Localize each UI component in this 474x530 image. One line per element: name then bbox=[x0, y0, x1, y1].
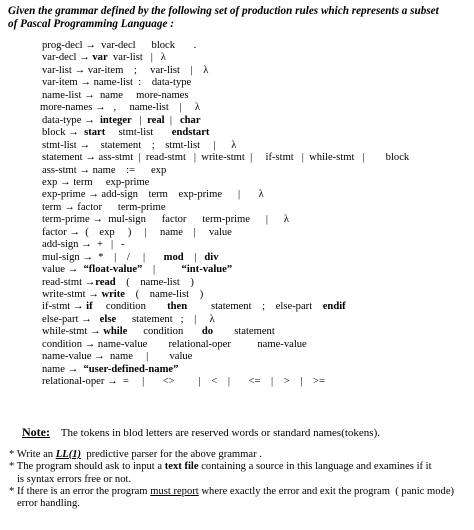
arrow-icon: → bbox=[85, 152, 96, 164]
production-rule: var-decl → var var-list | λ bbox=[42, 52, 166, 64]
arrow-icon: → bbox=[84, 276, 96, 288]
production-rule: var-item → name-list : data-type bbox=[42, 77, 192, 89]
note bbox=[11, 413, 380, 452]
arrow-icon: → bbox=[95, 102, 106, 114]
arrow-icon: → bbox=[85, 40, 96, 51]
arrow-icon: → bbox=[64, 201, 75, 213]
arrow-icon: → bbox=[67, 363, 79, 375]
production-rule: factor → ( exp ) | name | value bbox=[42, 226, 232, 238]
production-rule: relational-oper → = | <> | < | <= | > | >= bbox=[42, 376, 325, 388]
arrow-icon: → bbox=[81, 313, 92, 325]
heading-line-2: of Pascal Programming Language : bbox=[8, 18, 174, 30]
arrow-icon: → bbox=[68, 127, 79, 139]
requirement-3: * If there is an error the program must report where exactly the error and exit the program ( panic mode) bbox=[9, 485, 455, 497]
requirement-2-cont: is syntax errors free or not. bbox=[9, 473, 132, 485]
production-rule: if-stmt → if condition then statement ; else-part endif bbox=[42, 301, 346, 313]
production-rule: name → “user-defined-name” bbox=[42, 363, 179, 375]
production-rule: condition → name-value relational-oper name-value bbox=[42, 338, 307, 350]
note-label: Note: bbox=[22, 425, 50, 439]
arrow-icon: → bbox=[79, 164, 90, 176]
arrow-icon: → bbox=[82, 251, 93, 263]
production-rule: ass-stmt → name := exp bbox=[42, 164, 167, 176]
arrow-icon: → bbox=[89, 326, 101, 338]
arrow-icon: → bbox=[80, 77, 91, 89]
production-rule: name-value → name | value bbox=[42, 351, 193, 363]
arrow-icon: → bbox=[81, 239, 92, 251]
requirement-1: * Write an LL(1) predictive parser for the above grammar . bbox=[9, 449, 262, 460]
production-rule: data-type → integer | real | char bbox=[42, 114, 201, 126]
arrow-icon: → bbox=[84, 114, 95, 126]
production-rule: statement → ass-stmt | read-stmt | write-stmt | if-stmt | while-stmt | block bbox=[42, 152, 410, 164]
production-rule: block → start stmt-list endstart bbox=[42, 127, 210, 139]
production-rule: add-sign → + | - bbox=[42, 239, 125, 251]
arrow-icon: → bbox=[94, 351, 105, 363]
production-rule: mul-sign → * | / | mod | div bbox=[42, 251, 219, 263]
production-rule: prog-decl → var-decl block . bbox=[42, 40, 197, 51]
arrow-icon: → bbox=[79, 139, 90, 151]
production-rule: value → “float-value” | “int-value” bbox=[42, 264, 233, 276]
production-rule: write-stmt → write ( name-list ) bbox=[42, 289, 204, 300]
requirements-list bbox=[9, 449, 469, 510]
arrow-icon: → bbox=[92, 214, 103, 226]
requirement-3-cont: error handling. bbox=[9, 498, 80, 510]
production-rule: exp → term exp-prime bbox=[42, 176, 150, 188]
arrow-icon: → bbox=[59, 176, 71, 188]
arrow-icon: → bbox=[88, 289, 99, 300]
arrow-icon: → bbox=[72, 301, 84, 313]
production-rule: stmt-list → statement ; stmt-list | λ bbox=[42, 139, 237, 151]
arrow-icon: → bbox=[79, 52, 90, 64]
production-rule: read-stmt →read ( name-list ) bbox=[42, 276, 194, 288]
arrow-icon: → bbox=[74, 64, 86, 76]
arrow-icon: → bbox=[107, 376, 118, 388]
heading-line-1: Given the grammar defined by the following set of production rules which represents a subset bbox=[8, 5, 439, 17]
arrow-icon: → bbox=[88, 189, 99, 201]
production-rule: term-prime → mul-sign factor term-prime | λ bbox=[42, 214, 290, 226]
arrow-icon: → bbox=[67, 264, 79, 276]
production-rule: while-stmt → while condition do statement bbox=[42, 326, 275, 338]
arrow-icon: → bbox=[69, 226, 80, 238]
production-rule: var-list → var-item ; var-list | λ bbox=[42, 64, 209, 76]
production-rule: else-part → else statement ; | λ bbox=[42, 313, 215, 325]
note-text: The tokens in blod letters are reserved words or standard names(tokens). bbox=[60, 427, 381, 439]
production-rule: term → factor term-prime bbox=[42, 201, 166, 213]
arrow-icon: → bbox=[84, 89, 95, 101]
production-rule: exp-prime → add-sign term exp-prime | λ bbox=[42, 189, 264, 201]
production-rule: name-list → name more-names bbox=[42, 89, 189, 101]
production-rule: more-names → , name-list | λ bbox=[40, 102, 200, 114]
arrow-icon: → bbox=[84, 338, 96, 350]
problem-heading bbox=[8, 5, 468, 31]
requirement-2: * The program should ask to input a text file containing a source in this language and examines if it bbox=[9, 461, 432, 473]
